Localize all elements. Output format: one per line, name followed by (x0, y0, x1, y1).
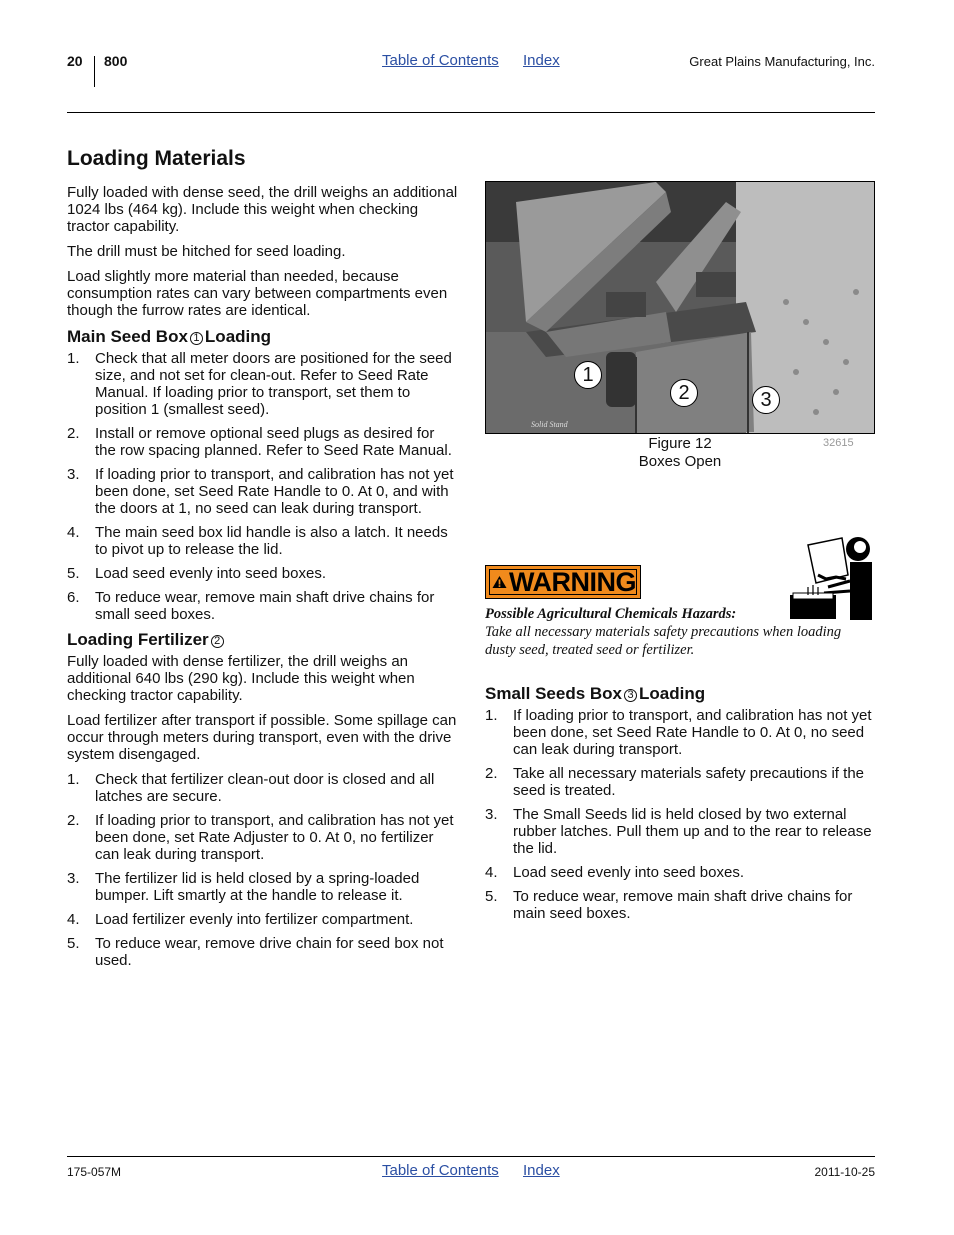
list-item: 4. Load seed evenly into seed boxes. (485, 864, 744, 881)
page-number: 20 (67, 53, 83, 69)
list-item: 5. To reduce wear, remove main shaft drive chains for main seed boxes. (485, 888, 853, 922)
figure-callout: 3 (752, 386, 780, 414)
callout-marker: 1 (190, 332, 203, 345)
footer-rule (67, 1156, 875, 1157)
main-seed-heading: Main Seed Box 1 Loading (67, 327, 272, 346)
footer-index-link[interactable]: Index (523, 1162, 560, 1179)
intro-paragraph: Load slightly more material than needed, because consumption rates can vary between compartments even though the furrow rates are identical. (67, 268, 448, 319)
main-seed-steps (67, 350, 459, 623)
list-item: 6. To reduce wear, remove main shaft drive chains for small seed boxes. (67, 589, 435, 623)
intro-paragraph: Fully loaded with dense seed, the drill weighs an additional 1024 lbs (464 kg). Include this weight when checking tractor capability. (67, 184, 458, 235)
fertilizer-steps (67, 771, 459, 969)
header-divider (94, 56, 95, 87)
fertilizer-paragraph: Load fertilizer after transport if possible. Some spillage can occur through meters during transport, even with the drive system disengaged. (67, 712, 457, 763)
header-index-link[interactable]: Index (523, 52, 560, 69)
list-item: 2. If loading prior to transport, and calibration has not yet been done, set Rate Adjuster to 0. At 0, no fertilizer can leak during transport. (67, 812, 454, 863)
figure-number: 32615 (823, 437, 854, 449)
header-rule (67, 112, 875, 113)
left-column (67, 184, 459, 976)
warning-title: Possible Agricultural Chemicals Hazards: (485, 606, 737, 622)
figure-callout: 1 (574, 361, 602, 389)
page-title: Loading Materials (67, 147, 246, 170)
header-toc-link[interactable]: Table of Contents (382, 52, 499, 69)
figure-caption: Figure 12 Boxes Open (638, 435, 722, 470)
list-item: 4. The main seed box lid handle is also a latch. It needs to pivot up to release the lid. (67, 524, 448, 558)
list-item: 3. The Small Seeds lid is held closed by two external rubber latches. Pull them up and to the rear to release the lid. (485, 806, 872, 857)
fertilizer-paragraph: Fully loaded with dense fertilizer, the drill weighs an additional 640 lbs (290 kg). Include this weight when checking tractor capability. (67, 653, 415, 704)
list-item: 1. If loading prior to transport, and calibration has not yet been done, set Seed Rate Handle to 0. At 0, no seed can leak during transport. (485, 707, 872, 758)
right-column (485, 678, 875, 929)
list-item: 4. Load fertilizer evenly into fertilizer compartment. (67, 911, 414, 928)
small-seeds-heading: Small Seeds Box 3 Loading (485, 684, 706, 703)
footer-date: 2011-10-25 (814, 1165, 875, 1179)
fertilizer-heading: Loading Fertilizer 2 (67, 630, 459, 650)
callout-marker: 2 (211, 635, 224, 648)
warning-signal-word (485, 565, 641, 599)
warning-triangle-icon (492, 569, 507, 595)
list-item: 1. Check that all meter doors are positioned for the seed size, and not set for clean-out. Refer to Seed Rate Manual. If loading prior to transport, set them to position 1 (smallest seed). (67, 350, 452, 418)
boxes-open-photo (485, 181, 875, 434)
figure-callout: 2 (670, 379, 698, 407)
list-item: 2. Take all necessary materials safety precautions if the seed is treated. (485, 765, 864, 799)
list-item: 2. Install or remove optional seed plugs as desired for the row spacing planned. Refer to Seed Rate Manual. (67, 425, 452, 459)
footer-toc-link[interactable]: Table of Contents (382, 1162, 499, 1179)
warning-text: Take all necessary materials safety precautions when loading dusty seed, treated seed or fertilizer. (485, 624, 842, 658)
model-number: 800 (104, 53, 128, 69)
warning-label: WARNING (509, 566, 636, 597)
small-seeds-steps (485, 707, 875, 922)
list-item: 5. To reduce wear, remove drive chain for seed box not used. (67, 935, 444, 969)
svg-text:Solid Stand: Solid Stand (531, 420, 568, 429)
list-item: 3. The fertilizer lid is held closed by a spring-loaded bumper. Lift smartly at the handle to release it. (67, 870, 420, 904)
callout-marker: 3 (624, 689, 637, 702)
list-item: 5. Load seed evenly into seed boxes. (67, 565, 326, 582)
list-item: 1. Check that fertilizer clean-out door is closed and all latches are secure. (67, 771, 435, 805)
doc-number: 175-057M (67, 1165, 122, 1179)
list-item: 3. If loading prior to transport, and calibration has not yet been done, set Seed Rate Handle to 0. At 0, and with the doors at 1, no seed can leak during transport. (67, 466, 454, 517)
intro-paragraph: The drill must be hitched for seed loading. (67, 243, 346, 260)
company-name: Great Plains Manufacturing, Inc. (689, 54, 875, 69)
warning-message (485, 605, 875, 659)
